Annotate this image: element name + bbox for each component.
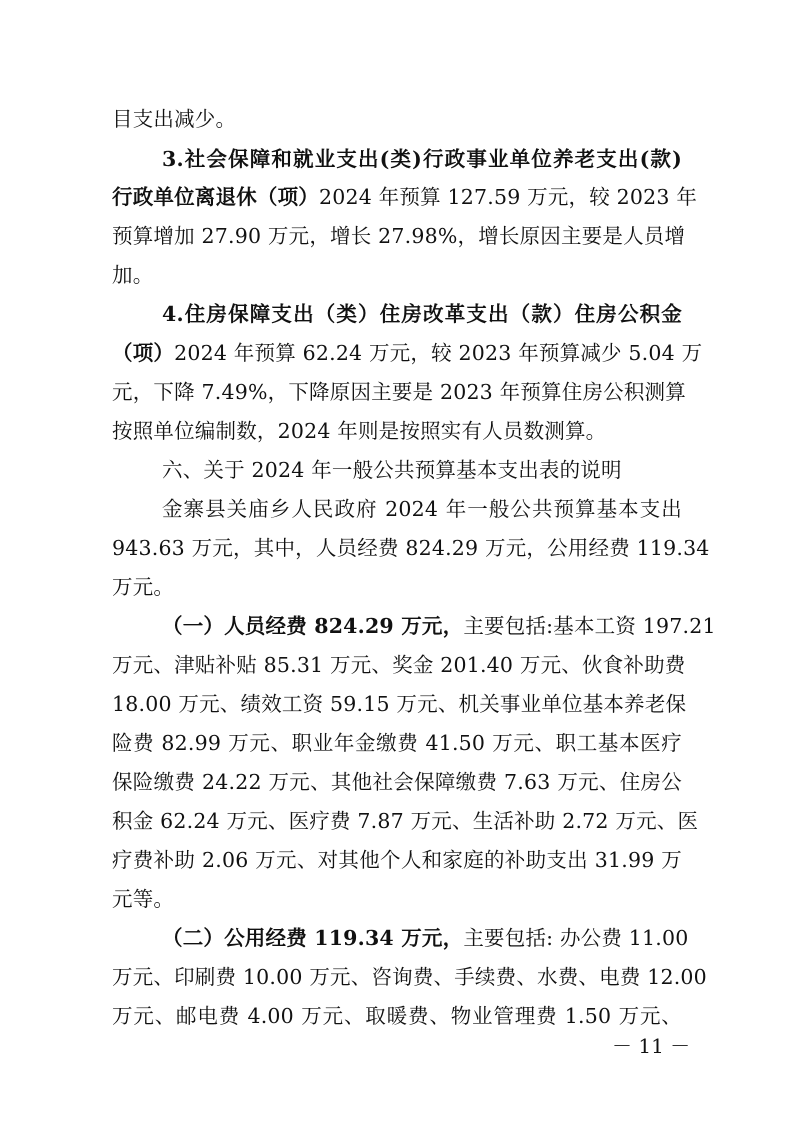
- text-line-21: 元等。: [112, 887, 175, 911]
- text-line-19: 积金 62.24 万元、医疗费 7.87 万元、生活补助 2.72 万元、医: [112, 809, 699, 833]
- text-line-4: 预算增加 27.90 万元，增长 27.98%，增长原因主要是人员增: [112, 224, 686, 248]
- section-heading-six: 六、关于 2024 年一般公共预算基本支出表的说明: [162, 458, 622, 482]
- text-line-7: （项）2024 年预算 62.24 万元，较 2023 年预算减少 5.04 万: [112, 341, 703, 365]
- text-line-23: 万元、印刷费 10.00 万元、咨询费、手续费、水费、电费 12.00: [112, 965, 707, 989]
- text-line-13: 万元。: [112, 575, 175, 599]
- text-line-3: 行政单位离退休（项）2024 年预算 127.59 万元，较 2023 年: [112, 185, 698, 209]
- page-number: － 11 －: [612, 1034, 691, 1058]
- subheading-personnel-costs: （一）人员经费 824.29 万元，主要包括:基本工资 197.21: [162, 614, 716, 638]
- text-line-16: 18.00 万元、绩效工资 59.15 万元、机关事业单位基本养老保: [112, 692, 687, 716]
- text-line-5: 加。: [112, 263, 154, 287]
- heading-item-3: 3.社会保障和就业支出(类)行政事业单位养老支出(款): [162, 147, 682, 171]
- text-line-15: 万元、津贴补贴 85.31 万元、奖金 201.40 万元、伙食补助费: [112, 653, 686, 677]
- heading-item-4: 4.住房保障支出（类）住房改革支出（款）住房公积金: [162, 302, 682, 326]
- text-line-9: 按照单位编制数，2024 年则是按照实有人员数测算。: [112, 419, 607, 443]
- text-line-8: 元，下降 7.49%，下降原因主要是 2023 年预算住房公积测算: [112, 380, 686, 404]
- text-line-17: 险费 82.99 万元、职业年金缴费 41.50 万元、职工基本医疗: [112, 731, 682, 755]
- subheading-public-costs: （二）公用经费 119.34 万元，主要包括: 办公费 11.00: [162, 926, 689, 950]
- text-line-1: 目支出减少。: [112, 107, 237, 131]
- text-line-24: 万元、邮电费 4.00 万元、取暖费、物业管理费 1.50 万元、: [112, 1004, 682, 1028]
- text-line-12: 943.63 万元，其中，人员经费 824.29 万元，公用经费 119.34: [112, 536, 710, 560]
- text-line-11: 金寨县关庙乡人民政府 2024 年一般公共预算基本支出: [162, 497, 682, 521]
- text-line-18: 保险缴费 24.22 万元、其他社会保障缴费 7.63 万元、住房公: [112, 770, 682, 794]
- text-line-20: 疗费补助 2.06 万元、对其他个人和家庭的补助支出 31.99 万: [112, 848, 682, 872]
